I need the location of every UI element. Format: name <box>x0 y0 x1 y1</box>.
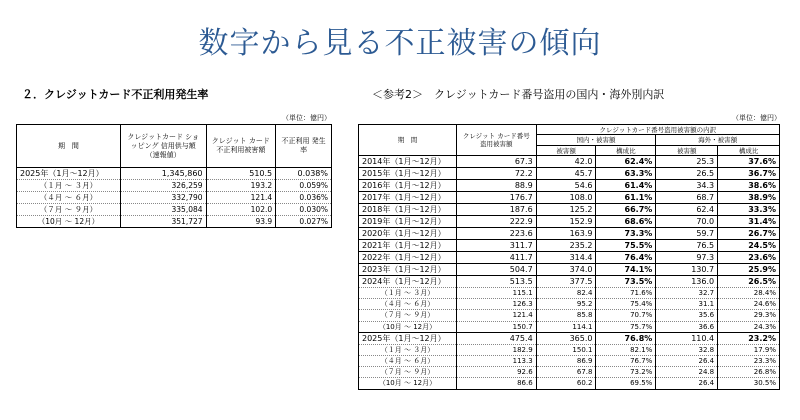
table-row <box>17 216 332 228</box>
row-label: （７月 ～ ９月） <box>359 310 457 321</box>
domestic-ratio: 76.8% <box>596 332 656 344</box>
table-row <box>359 204 780 216</box>
domestic-ratio: 63.3% <box>596 168 656 180</box>
table-row <box>17 204 332 216</box>
domestic-overseas-table <box>358 124 780 390</box>
overseas-ratio: 17.9% <box>718 344 780 355</box>
total-value: 121.4 <box>456 310 536 321</box>
fraud-value: 121.4 <box>206 192 276 204</box>
total-value: 411.7 <box>456 252 536 264</box>
overseas-ratio: 26.7% <box>718 228 780 240</box>
overseas-amount: 70.0 <box>656 216 718 228</box>
domestic-ratio: 74.1% <box>596 264 656 276</box>
total-value: 92.6 <box>456 367 536 378</box>
domestic-amount: 86.9 <box>536 355 596 366</box>
table-row <box>359 321 780 332</box>
header-ovs-amount: 被害額 <box>656 146 718 156</box>
right-unit-label: （単位：億円） <box>732 114 781 122</box>
fraud-value: 93.9 <box>206 216 276 228</box>
table-row <box>359 378 780 389</box>
overseas-amount: 35.6 <box>656 310 718 321</box>
table-row <box>359 332 780 344</box>
domestic-ratio: 61.4% <box>596 180 656 192</box>
overseas-amount: 59.7 <box>656 228 718 240</box>
overseas-amount: 68.7 <box>656 192 718 204</box>
header-total: クレジット カード番号 盗用被害額 <box>456 125 536 156</box>
overseas-ratio: 23.6% <box>718 252 780 264</box>
rate-value: 0.030% <box>276 204 332 216</box>
fraud-value: 102.0 <box>206 204 276 216</box>
table-row <box>359 168 780 180</box>
row-label: 2023年（1月～12月） <box>359 264 457 276</box>
shopping-value: 351,727 <box>120 216 206 228</box>
domestic-amount: 54.6 <box>536 180 596 192</box>
total-value: 115.1 <box>456 288 536 299</box>
domestic-amount: 125.2 <box>536 204 596 216</box>
domestic-amount: 150.1 <box>536 344 596 355</box>
row-label: （１月 ～ ３月） <box>17 180 121 192</box>
total-value: 223.6 <box>456 228 536 240</box>
domestic-ratio: 73.2% <box>596 367 656 378</box>
rate-value: 0.059% <box>276 180 332 192</box>
row-label: 2025年（1月～12月） <box>359 332 457 344</box>
row-label: （７月 ～ ９月） <box>17 204 121 216</box>
rate-value: 0.027% <box>276 216 332 228</box>
domestic-ratio: 76.7% <box>596 355 656 366</box>
fraud-rate-table <box>16 124 332 228</box>
row-label: 2014年（1月～12月） <box>359 156 457 168</box>
domestic-amount: 67.8 <box>536 367 596 378</box>
overseas-amount: 62.4 <box>656 204 718 216</box>
overseas-ratio: 28.4% <box>718 288 780 299</box>
table-row <box>359 288 780 299</box>
row-label: 2020年（1月～12月） <box>359 228 457 240</box>
header-shopping: クレジットカード ショッピング 信用供与額 （速報値） <box>120 125 206 168</box>
domestic-ratio: 73.5% <box>596 276 656 288</box>
domestic-amount: 152.9 <box>536 216 596 228</box>
row-label: 2024年（1月～12月） <box>359 276 457 288</box>
overseas-ratio: 26.8% <box>718 367 780 378</box>
overseas-ratio: 24.6% <box>718 299 780 310</box>
total-value: 88.9 <box>456 180 536 192</box>
overseas-amount: 26.5 <box>656 168 718 180</box>
domestic-amount: 60.2 <box>536 378 596 389</box>
overseas-amount: 34.3 <box>656 180 718 192</box>
table-row <box>17 180 332 192</box>
table-row <box>359 299 780 310</box>
overseas-amount: 110.4 <box>656 332 718 344</box>
overseas-ratio: 24.3% <box>718 321 780 332</box>
overseas-amount: 31.1 <box>656 299 718 310</box>
total-value: 222.9 <box>456 216 536 228</box>
total-value: 187.6 <box>456 204 536 216</box>
overseas-ratio: 29.3% <box>718 310 780 321</box>
overseas-ratio: 25.9% <box>718 264 780 276</box>
domestic-ratio: 75.5% <box>596 240 656 252</box>
header-period: 期 間 <box>17 125 121 168</box>
total-value: 475.4 <box>456 332 536 344</box>
row-label: 2017年（1月～12月） <box>359 192 457 204</box>
row-label: 2016年（1月～12月） <box>359 180 457 192</box>
table-row <box>17 168 332 180</box>
overseas-amount: 26.4 <box>656 378 718 389</box>
table-row <box>359 252 780 264</box>
domestic-amount: 314.4 <box>536 252 596 264</box>
domestic-amount: 42.0 <box>536 156 596 168</box>
total-value: 504.7 <box>456 264 536 276</box>
table-row <box>359 264 780 276</box>
overseas-amount: 32.8 <box>656 344 718 355</box>
right-section-title: ＜参考2＞ クレジットカード番号盗用の国内・海外別内訳 <box>372 88 665 101</box>
row-label: （10月 ～ 12月） <box>359 378 457 389</box>
total-value: 150.7 <box>456 321 536 332</box>
overseas-amount: 76.5 <box>656 240 718 252</box>
domestic-amount: 365.0 <box>536 332 596 344</box>
table-row <box>359 344 780 355</box>
page-title: 数字から見る不正被害の傾向 <box>198 26 602 61</box>
shopping-value: 332,790 <box>120 192 206 204</box>
table-row <box>359 180 780 192</box>
domestic-ratio: 61.1% <box>596 192 656 204</box>
domestic-ratio: 73.3% <box>596 228 656 240</box>
domestic-amount: 108.0 <box>536 192 596 204</box>
header-rate: 不正利用 発生率 <box>276 125 332 168</box>
overseas-ratio: 38.9% <box>718 192 780 204</box>
total-value: 126.3 <box>456 299 536 310</box>
overseas-amount: 136.0 <box>656 276 718 288</box>
overseas-ratio: 31.4% <box>718 216 780 228</box>
table-row <box>359 310 780 321</box>
total-value: 86.6 <box>456 378 536 389</box>
header-ovs-ratio: 構成比 <box>718 146 780 156</box>
table-row <box>359 276 780 288</box>
table-row <box>359 156 780 168</box>
total-value: 67.3 <box>456 156 536 168</box>
row-label: 2015年（1月～12月） <box>359 168 457 180</box>
overseas-amount: 130.7 <box>656 264 718 276</box>
header-domestic: 国内・被害額 <box>536 135 656 146</box>
row-label: （１月 ～ ３月） <box>359 288 457 299</box>
domestic-ratio: 75.4% <box>596 299 656 310</box>
overseas-ratio: 36.7% <box>718 168 780 180</box>
domestic-ratio: 62.4% <box>596 156 656 168</box>
row-label: （４月 ～ ６月） <box>17 192 121 204</box>
overseas-amount: 24.8 <box>656 367 718 378</box>
domestic-amount: 82.4 <box>536 288 596 299</box>
overseas-ratio: 38.6% <box>718 180 780 192</box>
overseas-ratio: 37.6% <box>718 156 780 168</box>
domestic-ratio: 69.5% <box>596 378 656 389</box>
row-label: （４月 ～ ６月） <box>359 299 457 310</box>
header-fraud: クレジット カード 不正利用被害額 <box>206 125 276 168</box>
fraud-value: 510.5 <box>206 168 276 180</box>
overseas-amount: 26.4 <box>656 355 718 366</box>
table-row <box>359 240 780 252</box>
left-section-title: ２．クレジットカード不正利用発生率 <box>22 88 209 101</box>
overseas-amount: 97.3 <box>656 252 718 264</box>
header-dom-ratio: 構成比 <box>596 146 656 156</box>
row-label: （10月 ～ 12月） <box>17 216 121 228</box>
rate-value: 0.036% <box>276 192 332 204</box>
table-row <box>359 192 780 204</box>
domestic-amount: 114.1 <box>536 321 596 332</box>
row-label: 2018年（1月～12月） <box>359 204 457 216</box>
total-value: 176.7 <box>456 192 536 204</box>
overseas-ratio: 33.3% <box>718 204 780 216</box>
table-row <box>359 228 780 240</box>
domestic-ratio: 71.6% <box>596 288 656 299</box>
total-value: 182.9 <box>456 344 536 355</box>
domestic-ratio: 75.7% <box>596 321 656 332</box>
domestic-amount: 235.2 <box>536 240 596 252</box>
row-label: 2019年（1月～12月） <box>359 216 457 228</box>
left-unit-label: （単位：億円） <box>282 114 331 122</box>
overseas-ratio: 24.5% <box>718 240 780 252</box>
domestic-amount: 374.0 <box>536 264 596 276</box>
row-label: 2022年（1月～12月） <box>359 252 457 264</box>
overseas-amount: 32.7 <box>656 288 718 299</box>
row-label: （７月 ～ ９月） <box>359 367 457 378</box>
header-breakdown: クレジットカード番号盗用被害額の内訳 <box>536 125 779 135</box>
total-value: 113.3 <box>456 355 536 366</box>
shopping-value: 1,345,860 <box>120 168 206 180</box>
domestic-ratio: 70.7% <box>596 310 656 321</box>
shopping-value: 335,084 <box>120 204 206 216</box>
domestic-amount: 85.8 <box>536 310 596 321</box>
overseas-amount: 25.3 <box>656 156 718 168</box>
total-value: 311.7 <box>456 240 536 252</box>
table-row <box>359 367 780 378</box>
domestic-ratio: 76.4% <box>596 252 656 264</box>
total-value: 72.2 <box>456 168 536 180</box>
row-label: （１月 ～ ３月） <box>359 344 457 355</box>
domestic-amount: 95.2 <box>536 299 596 310</box>
shopping-value: 326,259 <box>120 180 206 192</box>
domestic-ratio: 66.7% <box>596 204 656 216</box>
rate-value: 0.038% <box>276 168 332 180</box>
fraud-value: 193.2 <box>206 180 276 192</box>
domestic-ratio: 82.1% <box>596 344 656 355</box>
row-label: （４月 ～ ６月） <box>359 355 457 366</box>
header-dom-amount: 被害額 <box>536 146 596 156</box>
row-label: （10月 ～ 12月） <box>359 321 457 332</box>
table-row <box>359 355 780 366</box>
table-row <box>17 192 332 204</box>
header-overseas: 海外・被害額 <box>656 135 780 146</box>
overseas-ratio: 23.3% <box>718 355 780 366</box>
overseas-amount: 36.6 <box>656 321 718 332</box>
domestic-amount: 377.5 <box>536 276 596 288</box>
table-row <box>359 216 780 228</box>
overseas-ratio: 26.5% <box>718 276 780 288</box>
row-label: 2025年（1月～12月） <box>17 168 121 180</box>
row-label: 2021年（1月～12月） <box>359 240 457 252</box>
header-period: 期 間 <box>359 125 457 156</box>
domestic-amount: 45.7 <box>536 168 596 180</box>
overseas-ratio: 30.5% <box>718 378 780 389</box>
total-value: 513.5 <box>456 276 536 288</box>
overseas-ratio: 23.2% <box>718 332 780 344</box>
domestic-ratio: 68.6% <box>596 216 656 228</box>
domestic-amount: 163.9 <box>536 228 596 240</box>
